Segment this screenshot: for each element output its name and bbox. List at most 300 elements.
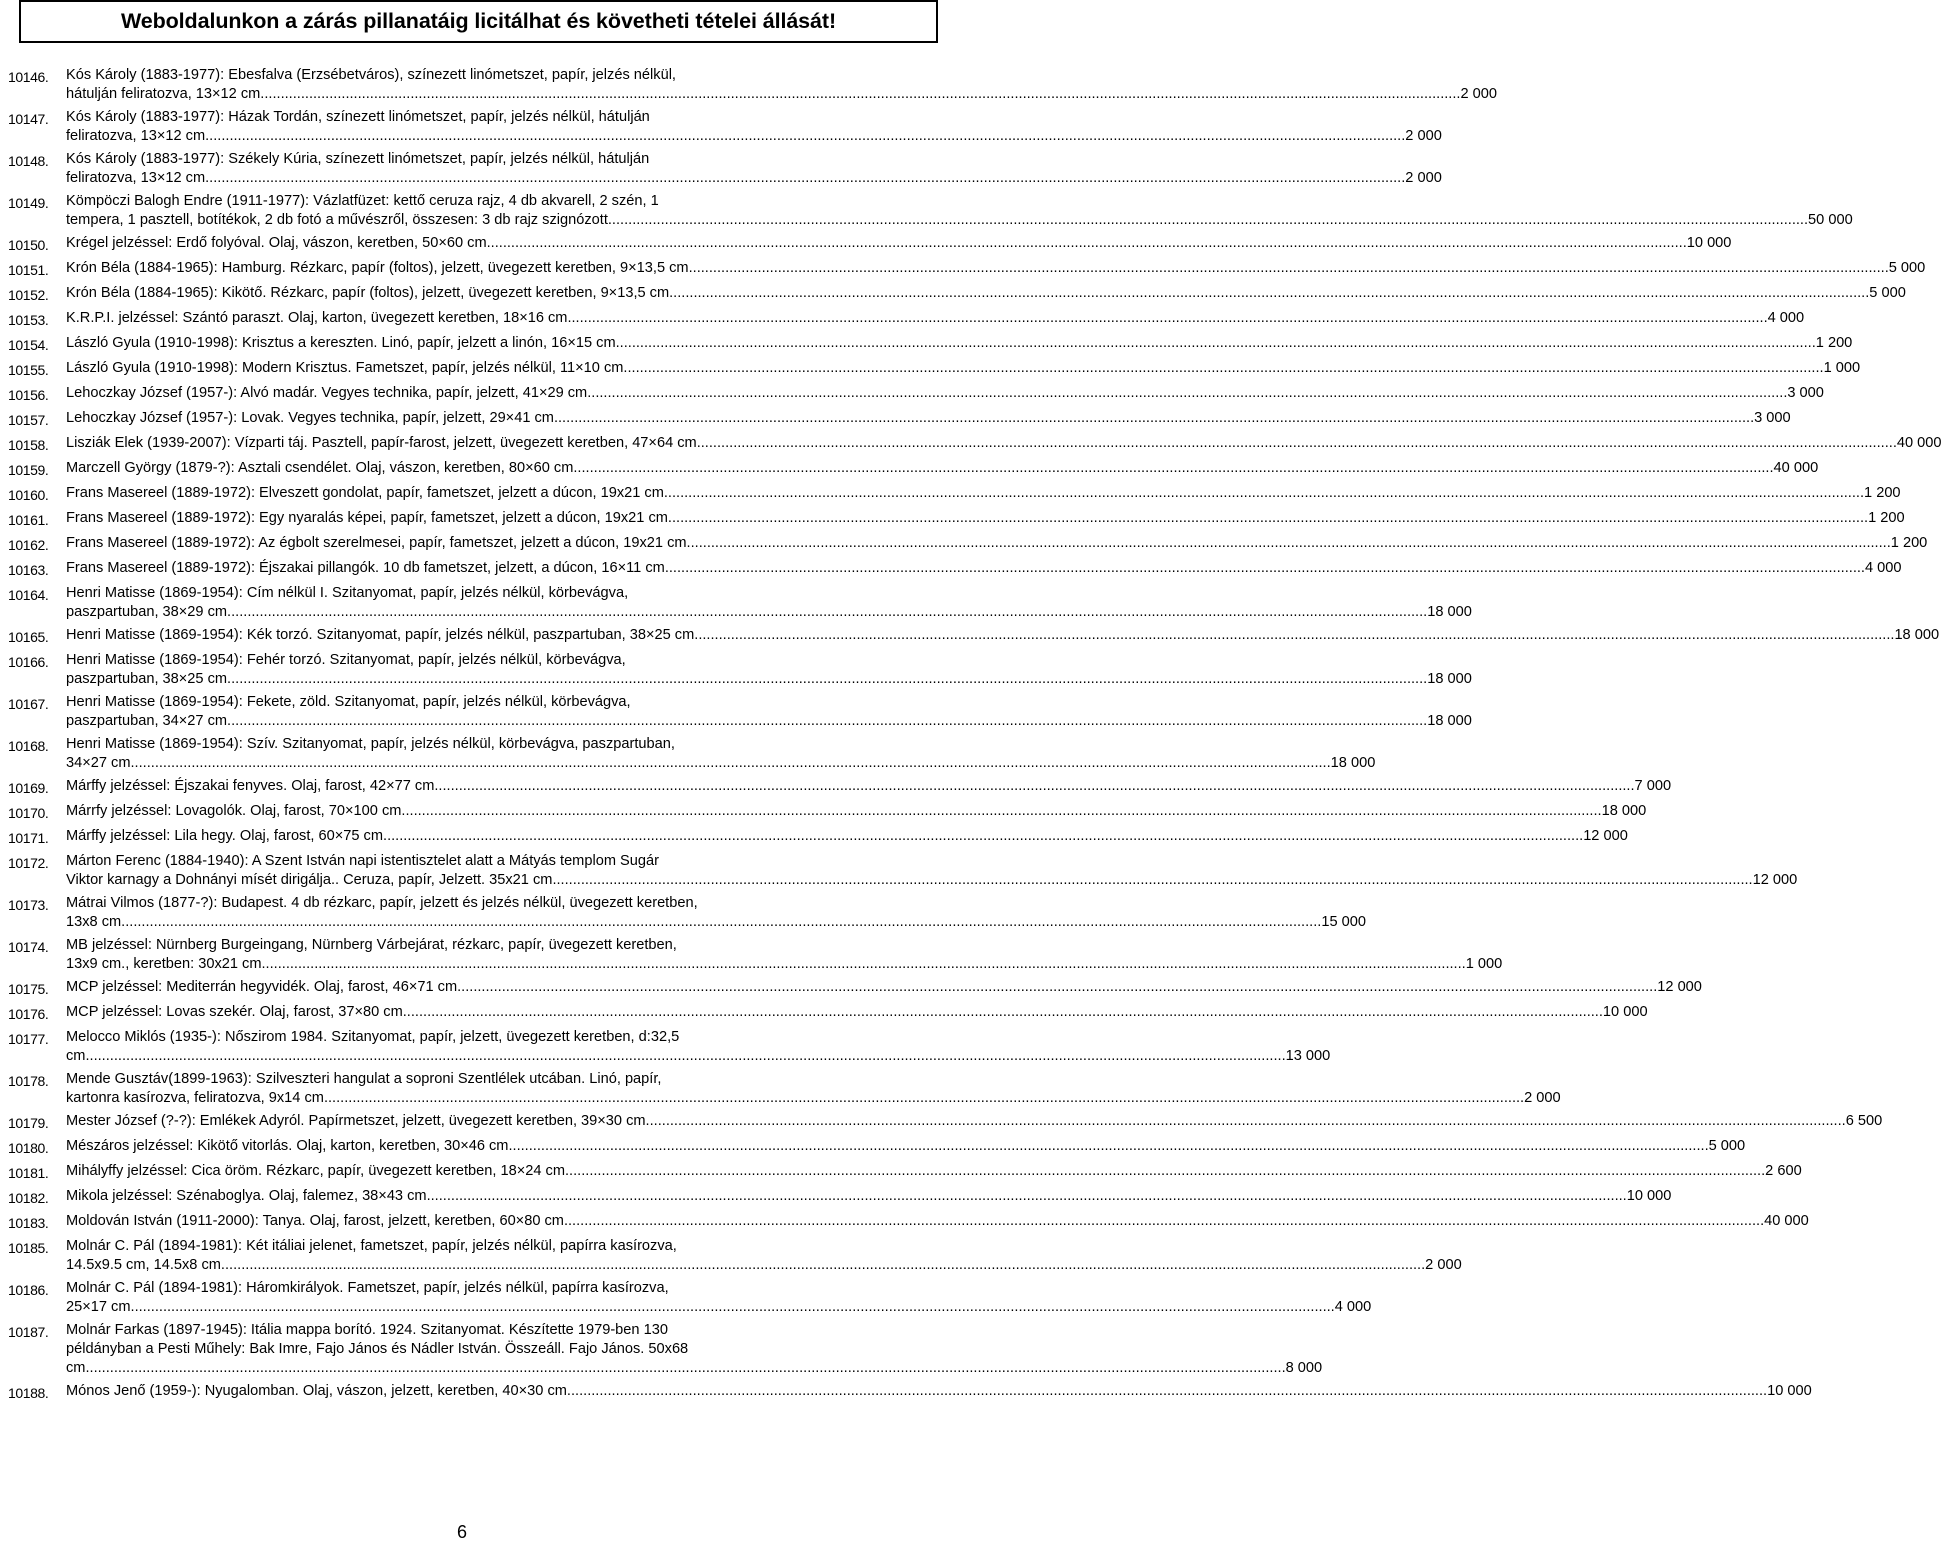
item-description [66,1382,1812,1403]
price-line [66,978,1702,997]
description-last-line: 34×27 cm [66,755,131,771]
starting-price: 2 600 [1765,1163,1802,1179]
auction-item [8,234,1732,255]
starting-price: 18 000 [1427,604,1472,620]
description-line: Melocco Miklós (1935-): Nőszirom 1984. Szitanyomat, papír, jelzett, üvegezett keretben, d:32,5 [66,1029,680,1045]
description-last-line: 13x9 cm., keretben: 30x21 cm. [66,956,266,972]
item-number: 10163. [8,562,49,578]
auction-item [8,777,1672,798]
auction-item [8,852,1798,890]
description-last-line: Márffy jelzéssel: Éjszakai fenyves. Olaj, farost, 42×77 cm [66,778,435,794]
item-description [66,192,1853,230]
auction-item [8,259,1926,280]
auction-item [8,284,1906,305]
description-last-line: Frans Masereel (1889-1972): Egy nyaralás képei, papír, fametszet, jelzett a dúcon, 19x21 cm [66,510,668,526]
starting-price: 5 000 [1869,285,1906,301]
price-line [66,234,1731,253]
description-last-line: K.R.P.I. jelzéssel: Szántó paraszt. Olaj, karton, üvegezett keretben, 18×16 cm [66,310,568,326]
price-line [66,1047,1330,1066]
description-line: Kós Károly (1883-1977): Ebesfalva (Erzsébetváros), színezett linómetszet, papír, jelzés nélkül, [66,67,676,83]
price-line [66,1212,1809,1231]
starting-price: 6 500 [1845,1113,1883,1129]
item-number: 10152. [8,287,49,303]
starting-price: 18 000 [1427,671,1472,687]
item-description [66,1137,1745,1158]
price-line [66,85,1497,104]
item-number: 10177. [8,1031,49,1047]
dot-leader [227,603,1427,622]
starting-price: 7 000 [1634,778,1672,794]
dot-leader [401,802,1601,821]
item-number: 10179. [8,1115,49,1131]
starting-price: 18 000 [1894,627,1940,643]
description-line: Henri Matisse (1869-1954): Fehér torzó. Szitanyomat, papír, jelzés nélkül, körbevágva, [66,652,626,668]
dot-leader [260,85,1460,104]
price-line [66,1382,1812,1401]
auction-item [8,978,1702,999]
price-line [66,1359,1322,1378]
description-last-line: Lehoczkay József (1957-): Alvó madár. Vegyes technika, papír, jelzett, 41×29 cm [66,385,588,401]
price-line [66,1187,1671,1206]
item-description [66,409,1791,430]
description-line: Kós Károly (1883-1977): Házak Tordán, színezett linómetszet, papír, jelzés nélkül, hátulján [66,109,650,125]
price-line [66,559,1902,578]
description-last-line: Márffy jelzéssel: Lila hegy. Olaj, farost, 60×75 cm [66,828,384,844]
starting-price: 4 000 [1767,310,1805,326]
dot-leader [225,1256,1425,1275]
description-last-line: feliratozva, 13×12 cm [66,128,206,144]
item-number: 10150. [8,237,49,253]
auction-item [8,192,1853,230]
starting-price: 12 000 [1583,828,1628,844]
item-description [66,777,1671,798]
page-header [19,0,938,43]
description-line: Kós Károly (1883-1977): Székely Kúria, színezett linómetszet, papír, jelzés nélkül, hátulján [66,151,650,167]
auction-item [8,66,1497,104]
price-line [66,309,1804,328]
item-description [66,626,1939,647]
item-number: 10167. [8,696,49,712]
dot-leader [689,259,1889,278]
dot-leader [266,955,1466,974]
description-last-line: 25×17 cm. [66,1299,135,1315]
description-last-line: cm [66,1360,86,1376]
price-line [66,334,1852,353]
dot-leader [227,712,1427,731]
dot-leader [383,827,1583,846]
auction-item [8,150,1442,188]
price-line [66,955,1502,974]
description-last-line: Frans Masereel (1889-1972): Éjszakai pillangók. 10 db fametszet, jelzett, a dúcon, 16×11 cm [66,560,665,576]
dot-leader [665,559,1865,578]
auction-item [8,1162,1802,1183]
item-description [66,309,1804,330]
starting-price: 50 000 [1808,212,1853,228]
starting-price: 1 000 [1465,956,1503,972]
dot-leader [554,409,1754,428]
item-description [66,559,1902,580]
price-line [66,827,1628,846]
starting-price: 10 000 [1602,1004,1648,1020]
description-last-line: MCP jelzéssel: Lovas szekér. Olaj, farost, 37×80 cm [66,1004,403,1020]
item-number: 10183. [8,1215,49,1231]
description-last-line: Mészáros jelzéssel: Kikötő vitorlás. Olaj, karton, keretben, 30×46 cm [66,1138,509,1154]
auction-item [8,1382,1812,1403]
dot-leader [403,1003,1603,1022]
starting-price: 15 000 [1321,914,1366,930]
item-description [66,1003,1648,1024]
item-number: 10155. [8,362,49,378]
dot-leader [623,359,1823,378]
dot-leader [664,484,1864,503]
auction-item [8,802,1647,823]
description-last-line: tempera, 1 pasztell, botítékok, 2 db fotó a művészről, összesen: 3 db rajz szignózott [66,212,608,228]
starting-price: 10 000 [1767,1383,1812,1399]
price-line [66,384,1824,403]
item-number: 10156. [8,387,49,403]
auction-item [8,626,1940,647]
starting-price: 18 000 [1601,803,1647,819]
description-last-line: Frans Masereel (1889-1972): Elveszett gondolat, papír, fametszet, jelzett a dúcon, 19x21 cm [66,485,664,501]
description-last-line: hátulján feliratozva, 13×12 cm [66,86,261,102]
item-number: 10178. [8,1073,49,1089]
dot-leader [608,211,1808,230]
item-description [66,1279,1371,1317]
description-last-line: Mihályffy jelzéssel: Cica öröm. Rézkarc, papír, üvegezett keretben, 18×24 cm [66,1163,565,1179]
item-description [66,735,1375,773]
price-line [66,409,1791,428]
price-line [66,434,1942,453]
dot-leader [697,434,1897,453]
starting-price: 2 000 [1405,128,1442,144]
description-line: Molnár C. Pál (1894-1981): Két itáliai jelenet, fametszet, papír, jelzés nélkül, papírra kasírozva, [66,1238,677,1254]
price-line [66,359,1860,378]
dot-leader [85,1359,1285,1378]
description-last-line: 13x8 cm [66,914,122,930]
dot-leader [131,754,1331,773]
auction-item [8,484,1901,505]
starting-price: 5 000 [1888,260,1926,276]
dot-leader [324,1089,1524,1108]
dot-leader [567,1382,1767,1401]
item-number: 10146. [8,69,49,85]
price-line [66,484,1901,503]
price-line [66,802,1646,821]
description-last-line: Moldován István (1911-2000): Tanya. Olaj, farost, jelzett, keretben, 60×80 cm [66,1213,564,1229]
starting-price: 40 000 [1773,460,1819,476]
auction-item [8,584,1472,622]
auction-item [8,693,1472,731]
starting-price: 3 000 [1754,410,1791,426]
auction-item [8,1187,1672,1208]
item-description [66,534,1927,555]
dot-leader [227,670,1427,689]
auction-item [8,309,1805,330]
description-last-line: cm [66,1048,86,1064]
description-last-line: Mónos Jenő (1959-): Nyugalomban. Olaj, vászon, jelzett, keretben, 40×30 cm [66,1383,567,1399]
starting-price: 1 200 [1864,485,1901,501]
starting-price: 12 000 [1657,979,1702,995]
description-last-line: Viktor karnagy a Dohnányi mísét dirigálja.. Ceruza, papír, Jelzett. 35x21 cm [66,872,553,888]
item-number: 10187. [8,1324,49,1340]
description-line: Molnár C. Pál (1894-1981): Háromkirályok. Fametszet, papír, jelzés nélkül, papírra kasírozva, [66,1280,669,1296]
description-last-line: kartonra kasírozva, feliratozva, 9x14 cm [66,1090,324,1106]
auction-item [8,359,1861,380]
price-line [66,871,1797,890]
description-last-line: MCP jelzéssel: Mediterrán hegyvidék. Olaj, farost, 46×71 cm [66,979,458,995]
starting-price: 4 000 [1864,560,1902,576]
auction-item [8,1112,1883,1133]
description-line: Molnár Farkas (1897-1945): Itália mappa borító. 1924. Szitanyomat. Készítette 1979-ben 130 [66,1322,668,1338]
auction-item [8,651,1472,689]
description-last-line: Krón Béla (1884-1965): Hamburg. Rézkarc, papír (foltos), jelzett, üvegezett keretben, 9×13,5 cm [66,260,689,276]
page-footer [0,1522,960,1543]
item-number: 10151. [8,262,49,278]
price-line [66,1112,1882,1131]
starting-price: 5 000 [1708,1138,1746,1154]
item-description [66,936,1502,974]
item-number: 10181. [8,1165,49,1181]
item-description [66,1212,1809,1233]
price-line [66,259,1925,278]
description-last-line: paszpartuban, 38×25 cm [66,671,228,687]
dot-leader [508,1137,1708,1156]
starting-price: 12 000 [1752,872,1798,888]
auction-item [8,334,1853,355]
dot-leader [205,169,1405,188]
dot-leader [616,334,1816,353]
price-line [66,1137,1745,1156]
item-description [66,1237,1462,1275]
auction-item [8,936,1503,974]
item-description [66,651,1472,689]
item-description [66,66,1497,104]
auction-item [8,384,1824,405]
price-line [66,127,1442,146]
item-description [66,978,1702,999]
starting-price: 18 000 [1330,755,1376,771]
item-description [66,1028,1330,1066]
dot-leader [567,309,1767,328]
item-number: 10148. [8,153,49,169]
starting-price: 4 000 [1334,1299,1372,1315]
starting-price: 40 000 [1896,435,1942,451]
dot-leader [121,913,1321,932]
dot-leader [427,1187,1627,1206]
item-description [66,334,1852,355]
item-number: 10153. [8,312,49,328]
description-last-line: László Gyula (1910-1998): Modern Krisztus. Fametszet, papír, jelzés nélkül, 11×10 cm [66,360,624,376]
item-description [66,584,1472,622]
item-description [66,234,1731,255]
dot-leader [487,234,1687,253]
item-number: 10175. [8,981,49,997]
auction-item [8,559,1902,580]
item-number: 10149. [8,195,49,211]
item-description [66,150,1442,188]
item-number: 10185. [8,1240,49,1256]
dot-leader [552,871,1752,890]
price-line [66,913,1366,932]
auction-item-list [8,66,1942,1407]
starting-price: 1 200 [1815,335,1853,351]
item-number: 10171. [8,830,49,846]
item-number: 10147. [8,111,49,127]
description-last-line: Lehoczkay József (1957-): Lovak. Vegyes technika, papír, jelzett, 29×41 cm [66,410,554,426]
description-last-line: Krón Béla (1884-1965): Kikötő. Rézkarc, papír (foltos), jelzett, üvegezett keretben, 9×13,5 cm [66,285,670,301]
dot-leader [669,284,1869,303]
starting-price: 1 000 [1823,360,1861,376]
price-line [66,284,1906,303]
description-line: Mátrai Vilmos (1877-?): Budapest. 4 db rézkarc, papír, jelzett és jelzés nélkül, üvegezett keretben, [66,895,698,911]
item-number: 10182. [8,1190,49,1206]
item-description [66,484,1901,505]
starting-price: 40 000 [1764,1213,1809,1229]
item-description [66,802,1646,823]
header-title: Weboldalunkon a zárás pillanatáig licitálhat és követheti tételei állását! [120,9,837,33]
item-number: 10164. [8,587,49,603]
description-last-line: Frans Masereel (1889-1972): Az égbolt szerelmesei, papír, fametszet, jelzett a dúcon, 19x21 cm. [66,535,691,551]
starting-price: 1 200 [1868,510,1905,526]
description-last-line: 14.5x9.5 cm, 14.5x8 cm. [66,1257,225,1273]
dot-leader [135,1298,1335,1317]
starting-price: 1 200 [1890,535,1928,551]
description-line: példányban a Pesti Műhely: Bak Imre, Fajo János és Nádler István. Összeáll. Fajo János. 50x68 [66,1341,689,1357]
description-last-line: Lisziák Elek (1939-2007): Vízparti táj. Pasztell, papír-farost, jelzett, üvegezett keretben, 47×64 cm [66,435,697,451]
price-line [66,1298,1371,1317]
item-description [66,1187,1671,1208]
item-description [66,359,1860,380]
auction-item [8,894,1366,932]
item-description [66,284,1906,305]
price-line [66,754,1375,773]
description-line: Mende Gusztáv(1899-1963): Szilveszteri hangulat a soproni Szentlélek utcában. Linó, papír, [66,1071,662,1087]
item-description [66,434,1942,455]
item-number: 10159. [8,462,49,478]
item-description [66,693,1472,731]
auction-item [8,1321,1323,1378]
starting-price: 8 000 [1285,1360,1323,1376]
auction-item [8,434,1942,455]
dot-leader [85,1047,1285,1066]
price-line [66,459,1818,478]
item-description [66,259,1925,280]
description-last-line: feliratozva, 13×12 cm [66,170,206,186]
item-description [66,1321,1322,1378]
item-number: 10172. [8,855,49,871]
price-line [66,211,1853,230]
item-description [66,894,1366,932]
item-description [66,384,1824,405]
item-number: 10162. [8,537,49,553]
item-description [66,1112,1882,1133]
price-line [66,1162,1802,1181]
item-number: 10160. [8,487,49,503]
item-number: 10154. [8,337,49,353]
price-line [66,169,1442,188]
price-line [66,777,1671,796]
starting-price: 2 000 [1425,1257,1462,1273]
page-number: 6 [456,1522,467,1542]
item-number: 10188. [8,1385,49,1401]
price-line [66,1256,1462,1275]
price-line [66,509,1905,528]
auction-item [8,1237,1462,1275]
item-number: 10176. [8,1006,49,1022]
dot-leader [573,459,1773,478]
starting-price: 10 000 [1626,1188,1672,1204]
starting-price: 10 000 [1686,235,1732,251]
starting-price: 2 000 [1460,86,1497,102]
item-number: 10166. [8,654,49,670]
description-last-line: paszpartuban, 38×29 cm [66,604,228,620]
price-line [66,670,1472,689]
description-line: Henri Matisse (1869-1954): Szív. Szitanyomat, papír, jelzés nélkül, körbevágva, paszpartuban, [66,736,675,752]
price-line [66,1089,1561,1108]
item-number: 10174. [8,939,49,955]
item-number: 10173. [8,897,49,913]
starting-price: 2 000 [1524,1090,1561,1106]
item-description [66,827,1628,848]
item-number: 10186. [8,1282,49,1298]
auction-item [8,827,1628,848]
dot-leader [587,384,1787,403]
auction-item [8,509,1905,530]
description-line: Kömpöczi Balogh Endre (1911-1977): Vázlatfüzet: kettő ceruza rajz, 4 db akvarell, 2 szén, 1 [66,193,659,209]
description-last-line: Márrfy jelzéssel: Lovagolók. Olaj, farost, 70×100 cm [66,803,402,819]
item-description [66,852,1797,890]
description-last-line: Krégel jelzéssel: Erdő folyóval. Olaj, vászon, keretben, 50×60 cm [66,235,487,251]
description-line: Henri Matisse (1869-1954): Fekete, zöld. Szitanyomat, papír, jelzés nélkül, körbevágva, [66,694,631,710]
item-description [66,459,1818,480]
item-description [66,1070,1561,1108]
item-description [66,108,1442,146]
dot-leader [564,1212,1764,1231]
dot-leader [457,978,1657,997]
price-line [66,534,1927,553]
item-description [66,509,1905,530]
item-description [66,1162,1802,1183]
description-line: Márton Ferenc (1884-1940): A Szent István napi istentisztelet alatt a Mátyás templom Sugár [66,853,659,869]
dot-leader [646,1112,1846,1131]
dot-leader [434,777,1634,796]
item-number: 10180. [8,1140,49,1156]
starting-price: 18 000 [1427,713,1472,729]
item-number: 10157. [8,412,49,428]
auction-item [8,1212,1809,1233]
item-number: 10169. [8,780,49,796]
auction-item [8,409,1791,430]
dot-leader [668,509,1868,528]
description-last-line: Mester József (?-?): Emlékek Adyról. Papírmetszet, jelzett, üvegezett keretben, 39×30 cm [66,1113,646,1129]
auction-item [8,534,1928,555]
description-last-line: Mikola jelzéssel: Szénaboglya. Olaj, falemez, 38×43 cm [66,1188,427,1204]
item-number: 10158. [8,437,49,453]
auction-item [8,1279,1372,1317]
auction-item [8,108,1442,146]
description-line: MB jelzéssel: Nürnberg Burgeingang, Nürnberg Várbejárat, rézkarc, papír, üvegezett keretben, [66,937,677,953]
item-number: 10161. [8,512,49,528]
item-number: 10165. [8,629,49,645]
item-number: 10170. [8,805,49,821]
item-number: 10168. [8,738,49,754]
dot-leader [205,127,1405,146]
dot-leader [565,1162,1765,1181]
auction-item [8,1028,1331,1066]
dot-leader [691,534,1891,553]
auction-item [8,459,1819,480]
description-line: Henri Matisse (1869-1954): Cím nélkül I. Szitanyomat, papír, jelzés nélkül, körbevágva, [66,585,629,601]
